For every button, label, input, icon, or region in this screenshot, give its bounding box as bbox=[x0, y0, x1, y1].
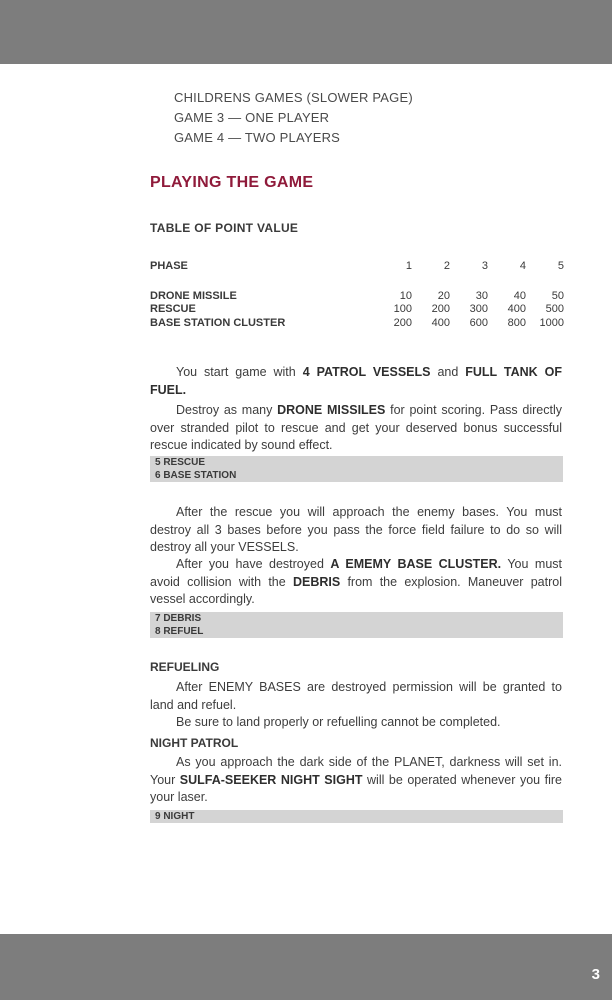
bar-line: 6 BASE STATION bbox=[155, 470, 237, 481]
bar-line: 7 DEBRIS bbox=[155, 613, 202, 624]
table-cell: 800 bbox=[507, 316, 526, 329]
text-run-bold: FULL TANK OF FUEL. bbox=[150, 365, 562, 397]
bottom-band bbox=[0, 934, 612, 1000]
table-header-cell: 5 bbox=[557, 260, 564, 272]
paragraph-destroy bbox=[150, 402, 562, 455]
menu-line: CHILDRENS GAMES (SLOWER PAGE) bbox=[174, 90, 413, 105]
bar-line: 8 REFUEL bbox=[155, 626, 204, 637]
text-run: Destroy as many bbox=[176, 403, 278, 417]
table-header-row bbox=[150, 260, 564, 274]
table-cell: 200 bbox=[431, 303, 450, 315]
paragraph-refuel: After ENEMY BASES are destroyed permission will be granted to land and refuel. bbox=[150, 680, 562, 712]
text-run-bold: SULFA-SEEKER NIGHT SIGHT bbox=[179, 772, 363, 787]
paragraph-start bbox=[150, 364, 562, 399]
table-cell: 30 bbox=[475, 289, 488, 302]
game-options-list bbox=[174, 88, 413, 148]
bar-line: 5 RESCUE bbox=[155, 457, 206, 468]
text-run: and bbox=[430, 365, 466, 379]
text-run: After you have destroyed bbox=[176, 557, 331, 571]
screen-reference-bar bbox=[150, 456, 563, 482]
point-value-table bbox=[150, 260, 564, 330]
table-cell: 200 bbox=[393, 316, 412, 329]
text-run: You start game with bbox=[176, 365, 303, 379]
menu-line: GAME 3 — ONE PLAYER bbox=[174, 110, 330, 125]
text-run: for point scoring. Pass directly over stranded pilot to rescue and get your deserved bonus successful rescue indicated by sound effect. bbox=[150, 403, 562, 452]
table-cell: 400 bbox=[431, 316, 450, 329]
table-header-cell: 1 bbox=[405, 260, 412, 272]
text-run: from the explosion. Maneuver patrol vessel accordingly. bbox=[150, 574, 562, 606]
paragraph-rescue: After the rescue you will approach the enemy bases. You must destroy all 3 bases before you pass the force field failure to do so will destroy all your VESSELS. bbox=[150, 505, 562, 554]
table-cell: 400 bbox=[507, 303, 526, 315]
table-row bbox=[150, 303, 564, 317]
paragraph-land: Be sure to land properly or refuelling cannot be completed. bbox=[176, 715, 501, 729]
table-cell: 300 bbox=[469, 303, 488, 315]
top-band bbox=[0, 0, 612, 64]
screen-reference-bar bbox=[150, 810, 563, 823]
text-run-bold: DRONE MISSILES bbox=[277, 403, 386, 417]
text-run-bold: A EMEMY BASE CLUSTER. bbox=[330, 557, 502, 571]
table-header-cell: 3 bbox=[481, 260, 488, 272]
paragraph-night bbox=[150, 754, 562, 807]
table-cell: 40 bbox=[513, 289, 526, 302]
menu-line: GAME 4 — TWO PLAYERS bbox=[174, 130, 341, 145]
section-title: PLAYING THE GAME bbox=[150, 174, 314, 191]
table-row bbox=[150, 317, 564, 331]
table-cell: 500 bbox=[545, 303, 564, 315]
screen-reference-bar bbox=[150, 612, 563, 638]
page-number: 3 bbox=[591, 966, 600, 983]
night-patrol-heading: NIGHT PATROL bbox=[150, 736, 239, 750]
table-row bbox=[150, 290, 564, 304]
table-header-cell: 2 bbox=[443, 260, 450, 272]
table-header-cell: 4 bbox=[519, 260, 526, 272]
text-run: As you approach the dark side of the PLANET, darkness will set in. Your bbox=[150, 755, 562, 787]
text-run-bold: 4 PATROL VESSELS bbox=[302, 365, 431, 379]
table-cell: 1000 bbox=[539, 316, 564, 329]
table-header-label: PHASE bbox=[150, 260, 188, 272]
table-cell: 600 bbox=[469, 316, 488, 329]
text-run-bold: DEBRIS bbox=[292, 574, 341, 589]
bar-line: 9 NIGHT bbox=[155, 811, 195, 822]
table-cell: 50 bbox=[551, 289, 564, 302]
table-cell: 100 bbox=[393, 303, 412, 315]
table-row-label: BASE STATION CLUSTER bbox=[150, 316, 286, 329]
table-cell: 20 bbox=[437, 289, 450, 302]
table-cell: 10 bbox=[399, 289, 412, 302]
table-row-label: DRONE MISSILE bbox=[150, 289, 237, 302]
table-title: TABLE OF POINT VALUE bbox=[150, 221, 299, 235]
refueling-heading: REFUELING bbox=[150, 660, 220, 674]
text-run: will be operated whenever you fire your laser. bbox=[150, 772, 562, 804]
table-row-label: RESCUE bbox=[150, 303, 196, 315]
text-run: You must avoid collision with the bbox=[150, 557, 563, 589]
paragraph-debris bbox=[150, 556, 562, 609]
